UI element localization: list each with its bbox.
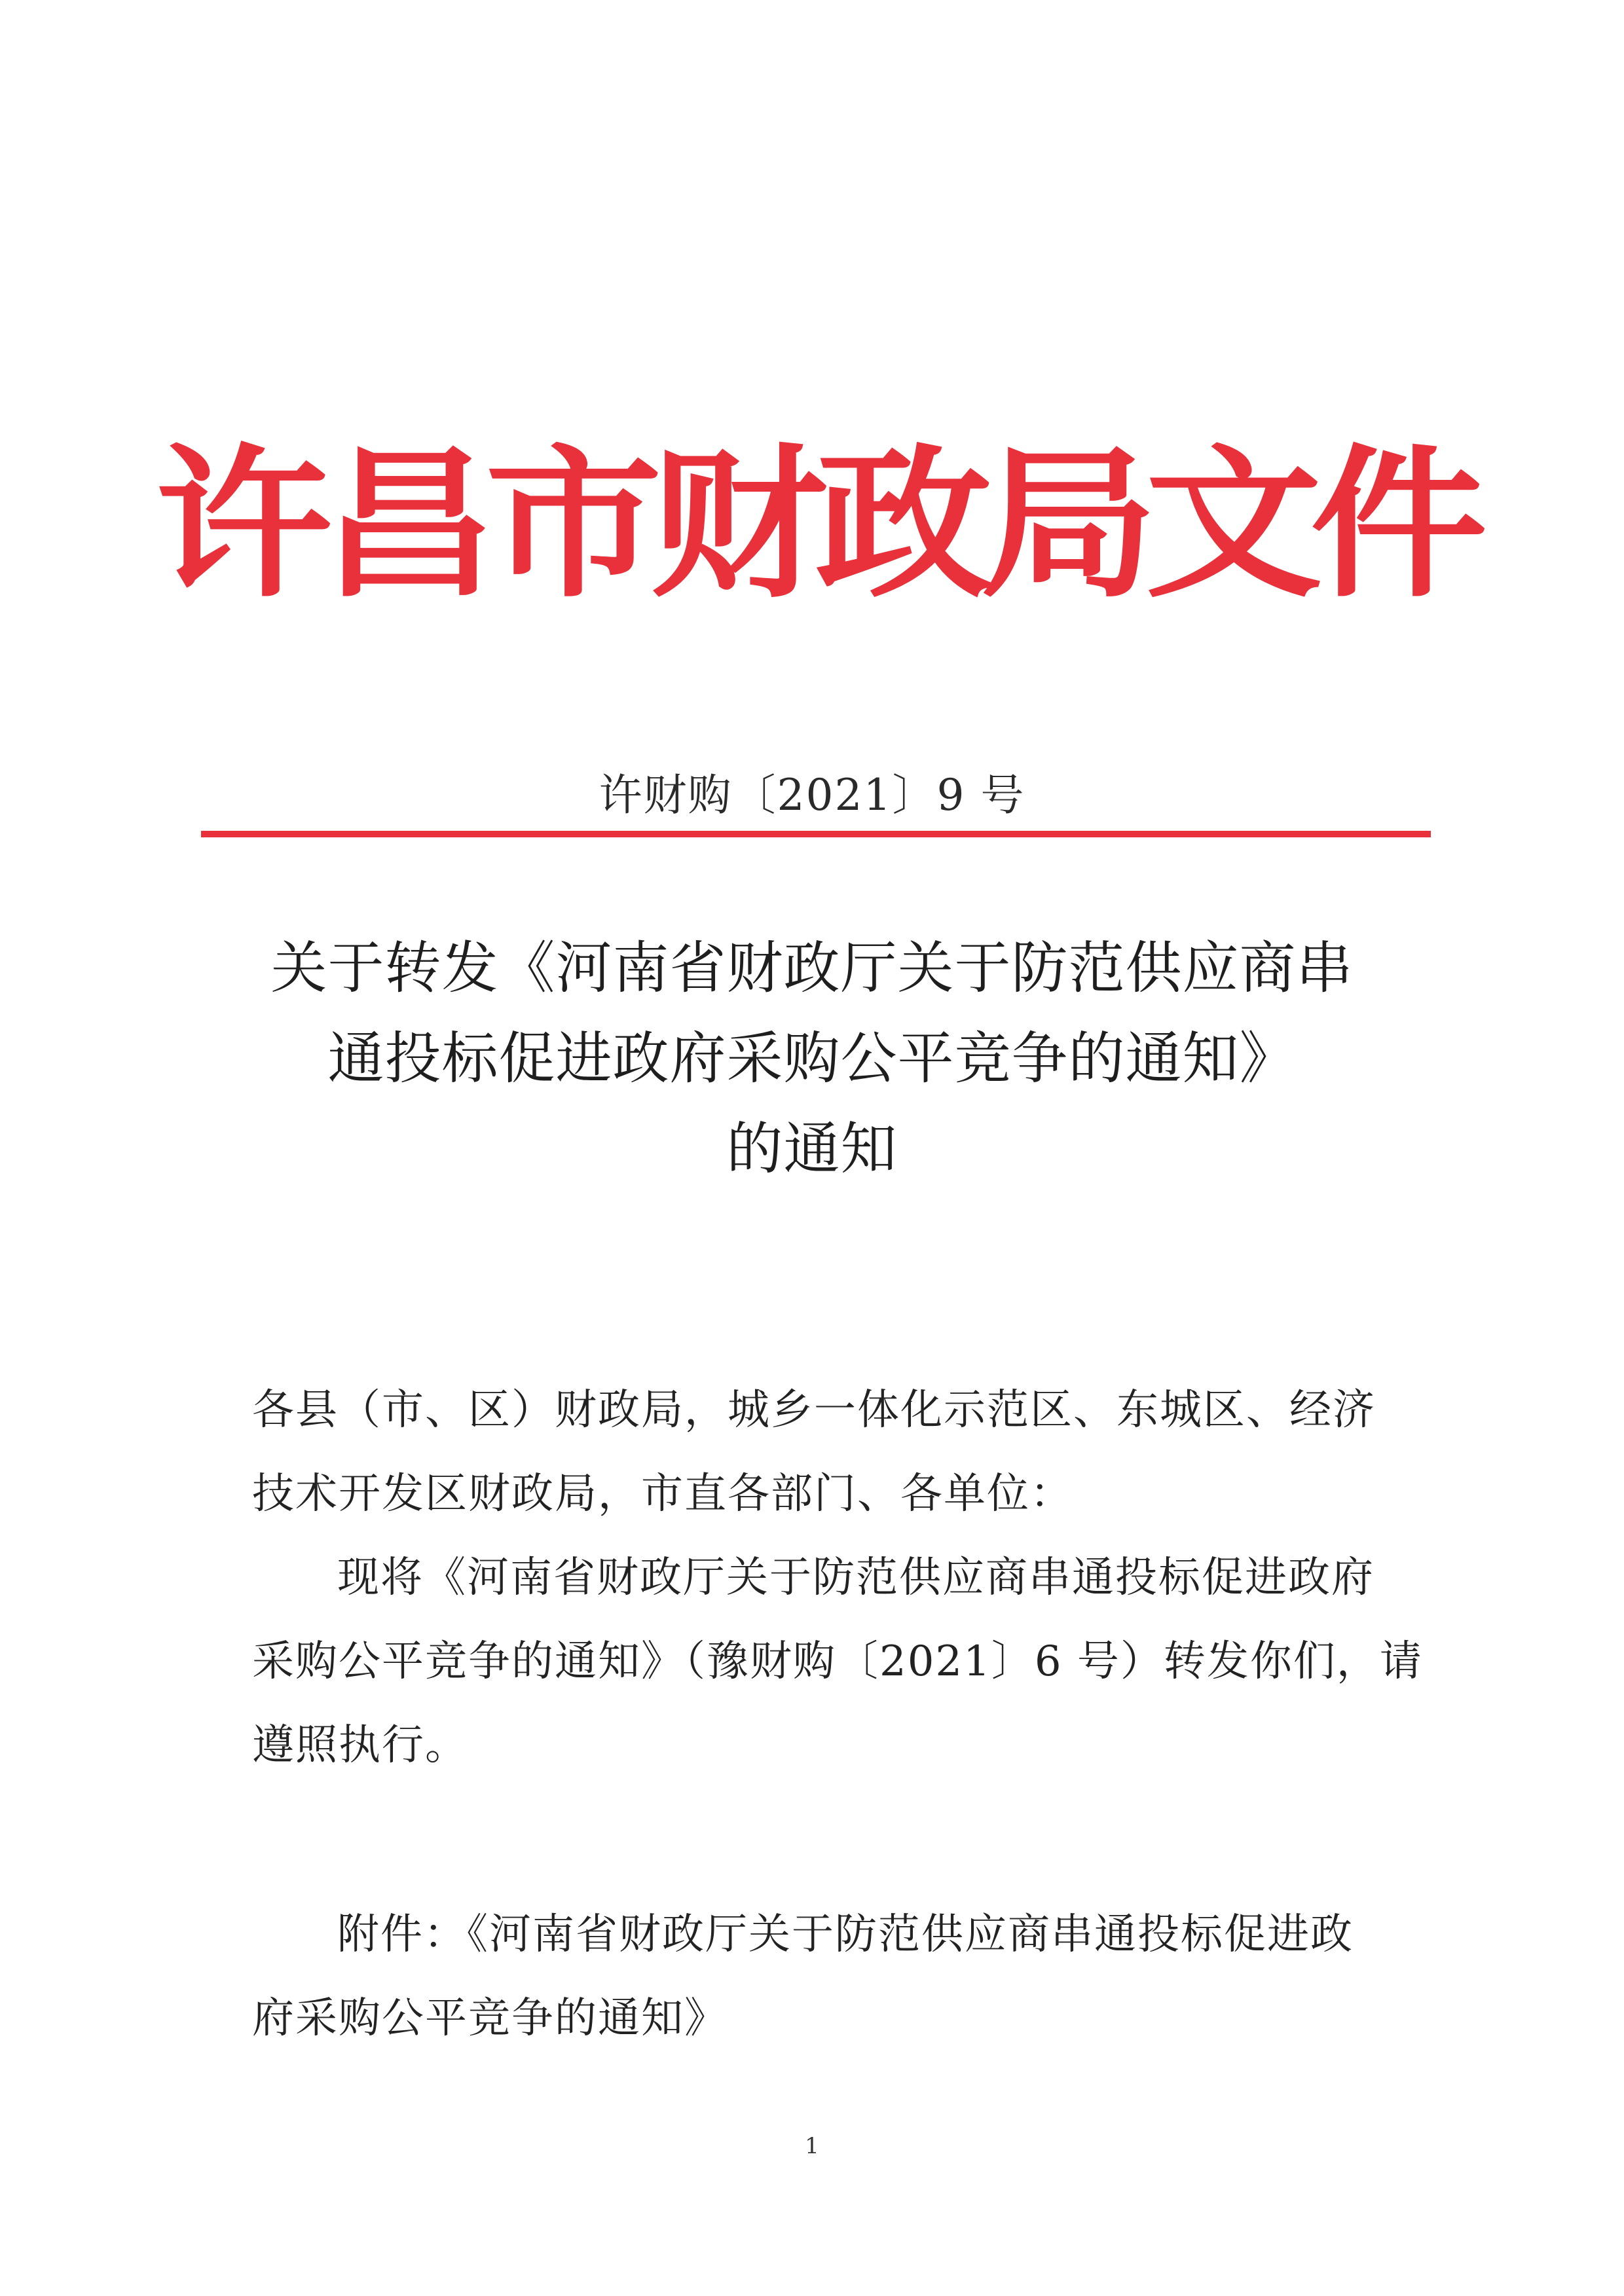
addressee-line: 技术开发区财政局，市直各部门、各单位： [252, 1470, 1073, 1518]
paragraph-line: 遵照执行。 [252, 1721, 468, 1770]
body-paragraph [252, 1536, 1423, 1787]
paragraph-line: 采购公平竞争的通知》（豫财购〔2021〕6 号）转发你们，请 [252, 1637, 1423, 1686]
attachment-line: 府采购公平竞争的通知》 [252, 1994, 728, 2043]
paragraph-line: 现将《河南省财政厅关于防范供应商串通投标促进政府 [337, 1554, 1375, 1602]
notice-title-line: 的通知 [726, 1116, 898, 1182]
notice-title-line: 关于转发《河南省财政厅关于防范供应商串 [270, 936, 1354, 1001]
red-divider-line [201, 831, 1431, 837]
header-title-text: 许昌市财政局文件 [155, 428, 1475, 620]
notice-title [236, 923, 1388, 1194]
page-number: 1 [805, 2133, 819, 2159]
notice-title-line: 通投标促进政府采购公平竞争的通知》 [327, 1026, 1297, 1091]
attachment-note [252, 1893, 1378, 2060]
addressee-line: 各县（市、区）财政局，城乡一体化示范区、东城区、经济 [252, 1386, 1376, 1434]
attachment-line: 附件：《河南省财政厅关于防范供应商串通投标促进政 [337, 1910, 1354, 1959]
document-number: 许财购〔2021〕9 号 [599, 770, 1025, 820]
addressee [252, 1368, 1378, 1536]
document-header-title [155, 419, 1475, 629]
